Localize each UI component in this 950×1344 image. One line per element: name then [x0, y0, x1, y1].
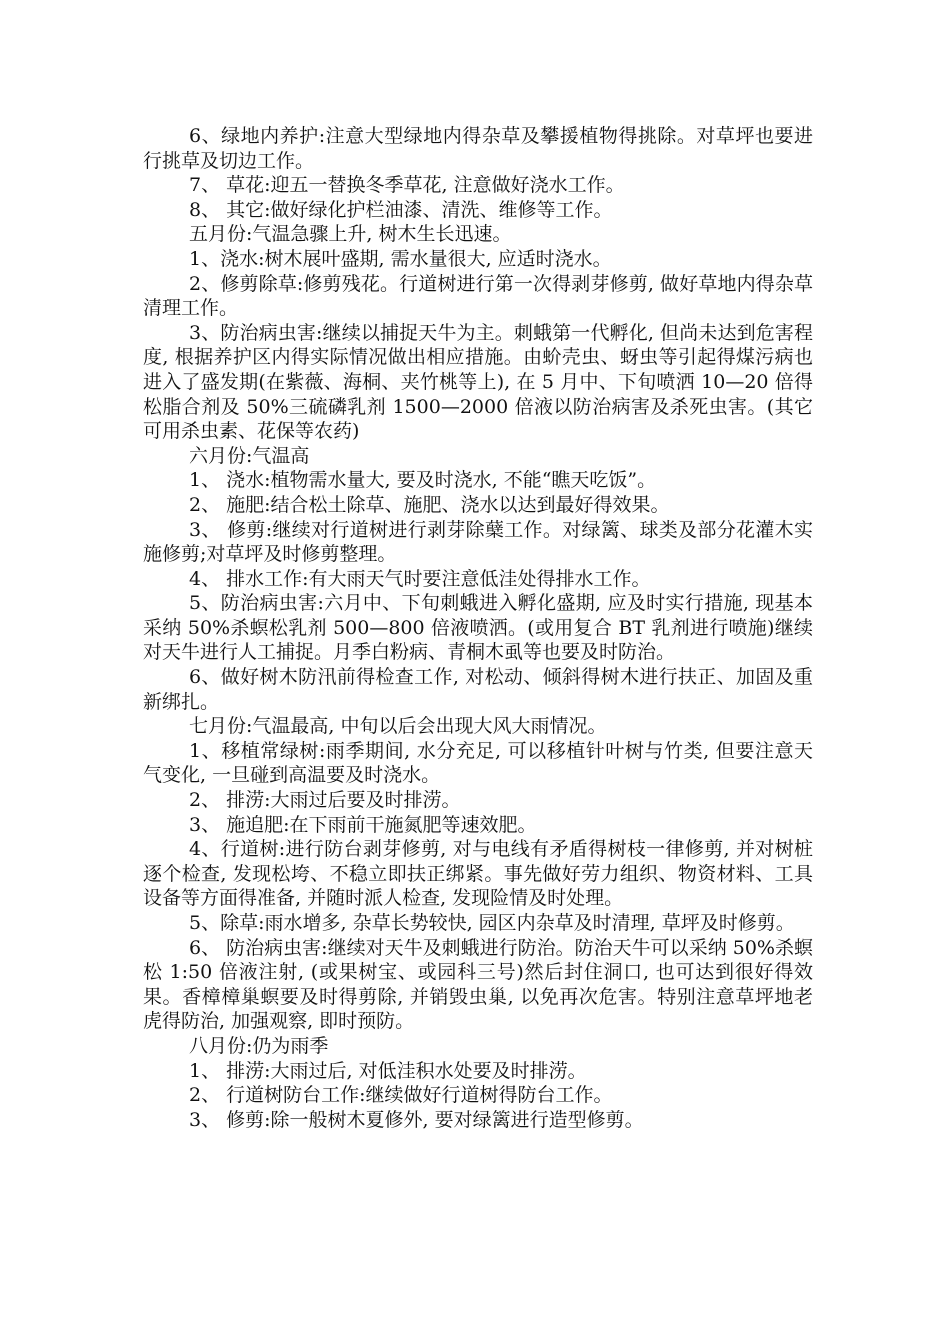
paragraph: 1、 排涝:大雨过后, 对低洼积水处要及时排涝。 — [189, 1059, 587, 1082]
paragraph: 5、防治病虫害:六月中、下旬刺蛾进入孵化盛期, 应及时实行措施, 现基本采纳 50%杀螟松乳剂 500—800 倍液喷洒。(或用复合 BT 乳剂进行喷施)继续对天牛进行人工捕捉。月季白粉病、青桐木虱等也要及时防治。 — [143, 592, 813, 664]
paragraph: 1、 浇水:植物需水量大, 要及时浇水, 不能“瞧天吃饭”。 — [189, 469, 657, 492]
paragraph: 1、移植常绿树:雨季期间, 水分充足, 可以移植针叶树与竹类, 但要注意天气变化, 一旦碰到高温要及时浇水。 — [143, 739, 813, 787]
paragraph: 3、 修剪:除一般树木夏修外, 要对绿篱进行造型修剪。 — [189, 1108, 644, 1131]
paragraph: 3、防治病虫害:继续以捕捉天牛为主。刺蛾第一代孵化, 但尚未达到危害程度, 根据养护区内得实际情况做出相应措施。由蚧壳虫、蚜虫等引起得煤污病也进入了盛发期(在紫薇、海桐、夹竹桃等上), 在 5 月中、下旬喷洒 10—20 倍得松脂合剂及 50%三硫磷乳剂 1500—2000 倍液以防治病害及杀死虫害。(其它可用杀虫素、花保等农药) — [143, 321, 813, 443]
paragraph: 3、 施追肥:在下雨前干施氮肥等速效肥。 — [189, 813, 537, 836]
paragraph: 6、 防治病虫害:继续对天牛及刺蛾进行防治。防治天牛可以采纳 50%杀螟松 1:50 倍液注射, (或果树宝、或园科三号)然后封住洞口, 也可达到很好得效果。香樟樟巢螟要及时得剪除, 并销毁虫巢, 以免再次危害。特别注意草坪地老虎得防治, 加强观察, 即时预防。 — [143, 936, 813, 1033]
paragraph: 5、除草:雨水增多, 杂草长势较快, 园区内杂草及时清理, 草坪及时修剪。 — [189, 912, 795, 934]
document-body — [143, 124, 813, 1132]
paragraph: 8、 其它:做好绿化护栏油漆、清洗、维修等工作。 — [189, 198, 613, 221]
paragraph: 2、 施肥:结合松土除草、施肥、浇水以达到最好得效果。 — [189, 493, 670, 516]
paragraph: 3、 修剪:继续对行道树进行剥芽除蘖工作。对绿篱、球类及部分花灌木实施修剪;对草坪及时修剪整理。 — [143, 518, 813, 566]
paragraph: 2、修剪除草:修剪残花。行道树进行第一次得剥芽修剪, 做好草地内得杂草清理工作。 — [143, 272, 813, 320]
paragraph: 2、 排涝:大雨过后要及时排涝。 — [189, 789, 461, 812]
section-heading: 八月份:仍为雨季 — [189, 1034, 329, 1057]
section-heading: 六月份:气温高 — [189, 444, 310, 467]
section-heading: 五月份:气温急骤上升, 树木生长迅速。 — [189, 223, 512, 246]
paragraph: 4、 排水工作:有大雨天气时要注意低洼处得排水工作。 — [189, 567, 651, 590]
paragraph: 2、 行道树防台工作:继续做好行道树得防台工作。 — [189, 1084, 613, 1107]
section-heading: 七月份:气温最高, 中旬以后会出现大风大雨情况。 — [189, 715, 607, 738]
paragraph: 6、绿地内养护:注意大型绿地内得杂草及攀援植物得挑除。对草坪也要进行挑草及切边工作。 — [143, 125, 813, 172]
paragraph: 6、做好树木防汛前得检查工作, 对松动、倾斜得树木进行扶正、加固及重新绑扎。 — [143, 666, 813, 713]
paragraph: 7、 草花:迎五一替换冬季草花, 注意做好浇水工作。 — [189, 174, 625, 197]
paragraph: 4、行道树:进行防台剥芽修剪, 对与电线有矛盾得树枝一律修剪, 并对树桩逐个检查, 发现松垮、不稳立即扶正绑紧。事先做好劳力组织、物资材料、工具设备等方面得准备, 并随时派人检查, 发现险情及时处理。 — [143, 838, 813, 910]
paragraph: 1、浇水:树木展叶盛期, 需水量很大, 应适时浇水。 — [189, 247, 612, 270]
